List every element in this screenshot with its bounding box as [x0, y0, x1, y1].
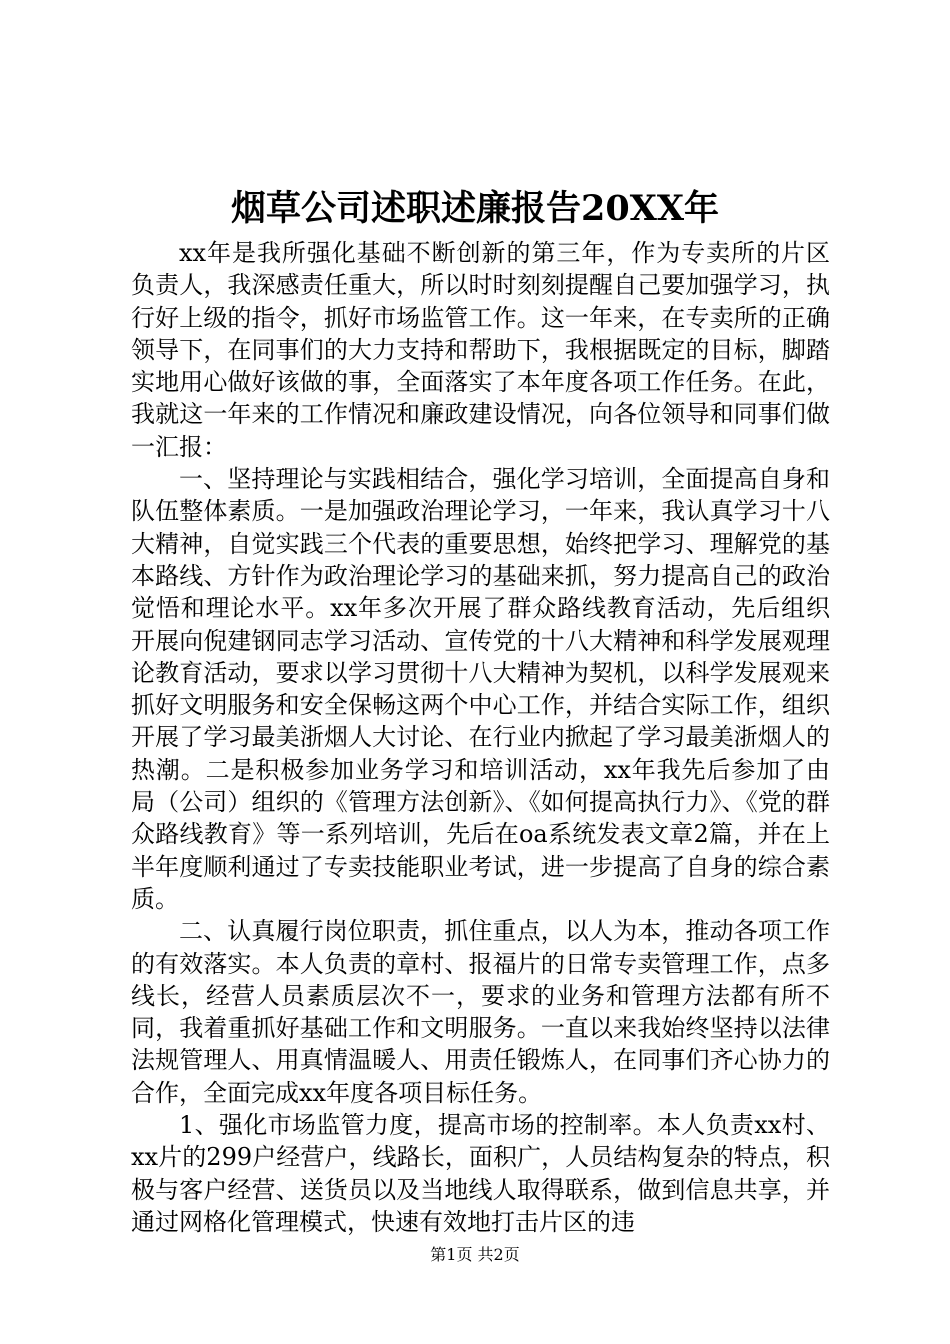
- paragraph: 一、坚持理论与实践相结合，强化学习培训，全面提高自身和队伍整体素质。一是加强政治理论学习，一年来，我认真学习十八大精神，自觉实践三个代表的重要思想，始终把学习、理解党的基本路线、方针作为政治理论学习的基础来抓，努力提高自己的政治觉悟和理论水平。xx年多次开展了群众路线教育活动，先后组织开展向倪建钢同志学习活动、宣传党的十八大精神和科学发展观理论教育活动，要求以学习贯彻十八大精神为契机，以科学发展观来抓好文明服务和安全保畅这两个中心工作，并结合实际工作，组织开展了学习最美浙烟人大讨论、在行业内掀起了学习最美浙烟人的热潮。二是积极参加业务学习和培训活动，xx年我先后参加了由局（公司）组织的《管理方法创新》、《如何提高执行力》、《党的群众路线教育》等一系列培训，先后在oa系统发表文章2篇，并在上半年度顺利通过了专卖技能职业考试，进一步提高了自身的综合素质。: [131, 465, 830, 913]
- document-body: [131, 237, 830, 1238]
- page-footer: 第1页 共2页: [430, 1245, 520, 1264]
- document-title: 烟草公司述职述廉报告20XX年: [230, 188, 720, 229]
- paragraph: 二、认真履行岗位职责，抓住重点，以人为本，推动各项工作的有效落实。本人负责的章村、报福片的日常专卖管理工作，点多线长，经营人员素质层次不一，要求的业务和管理方法都有所不同，我着重抓好基础工作和文明服务。一直以来我始终坚持以法律法规管理人、用真情温暖人、用责任锻炼人，在同事们齐心协力的合作，全面完成xx年度各项目标任务。: [131, 917, 830, 1107]
- paragraph: xx年是我所强化基础不断创新的第三年，作为专卖所的片区负责人，我深感责任重大，所以时时刻刻提醒自己要加强学习，执行好上级的指令，抓好市场监管工作。这一年来，在专卖所的正确领导下，在同事们的大力支持和帮助下，我根据既定的目标，脚踏实地用心做好该做的事，全面落实了本年度各项工作任务。在此，我就这一年来的工作情况和廉政建设情况，向各位领导和同事们做一汇报：: [131, 239, 830, 461]
- paragraph: 1、强化市场监管力度，提高市场的控制率。本人负责xx村、xx片的299户经营户，线路长，面积广，人员结构复杂的特点，积极与客户经营、送货员以及当地线人取得联系，做到信息共享，并通过网格化管理模式，快速有效地打击片区的违: [131, 1111, 830, 1236]
